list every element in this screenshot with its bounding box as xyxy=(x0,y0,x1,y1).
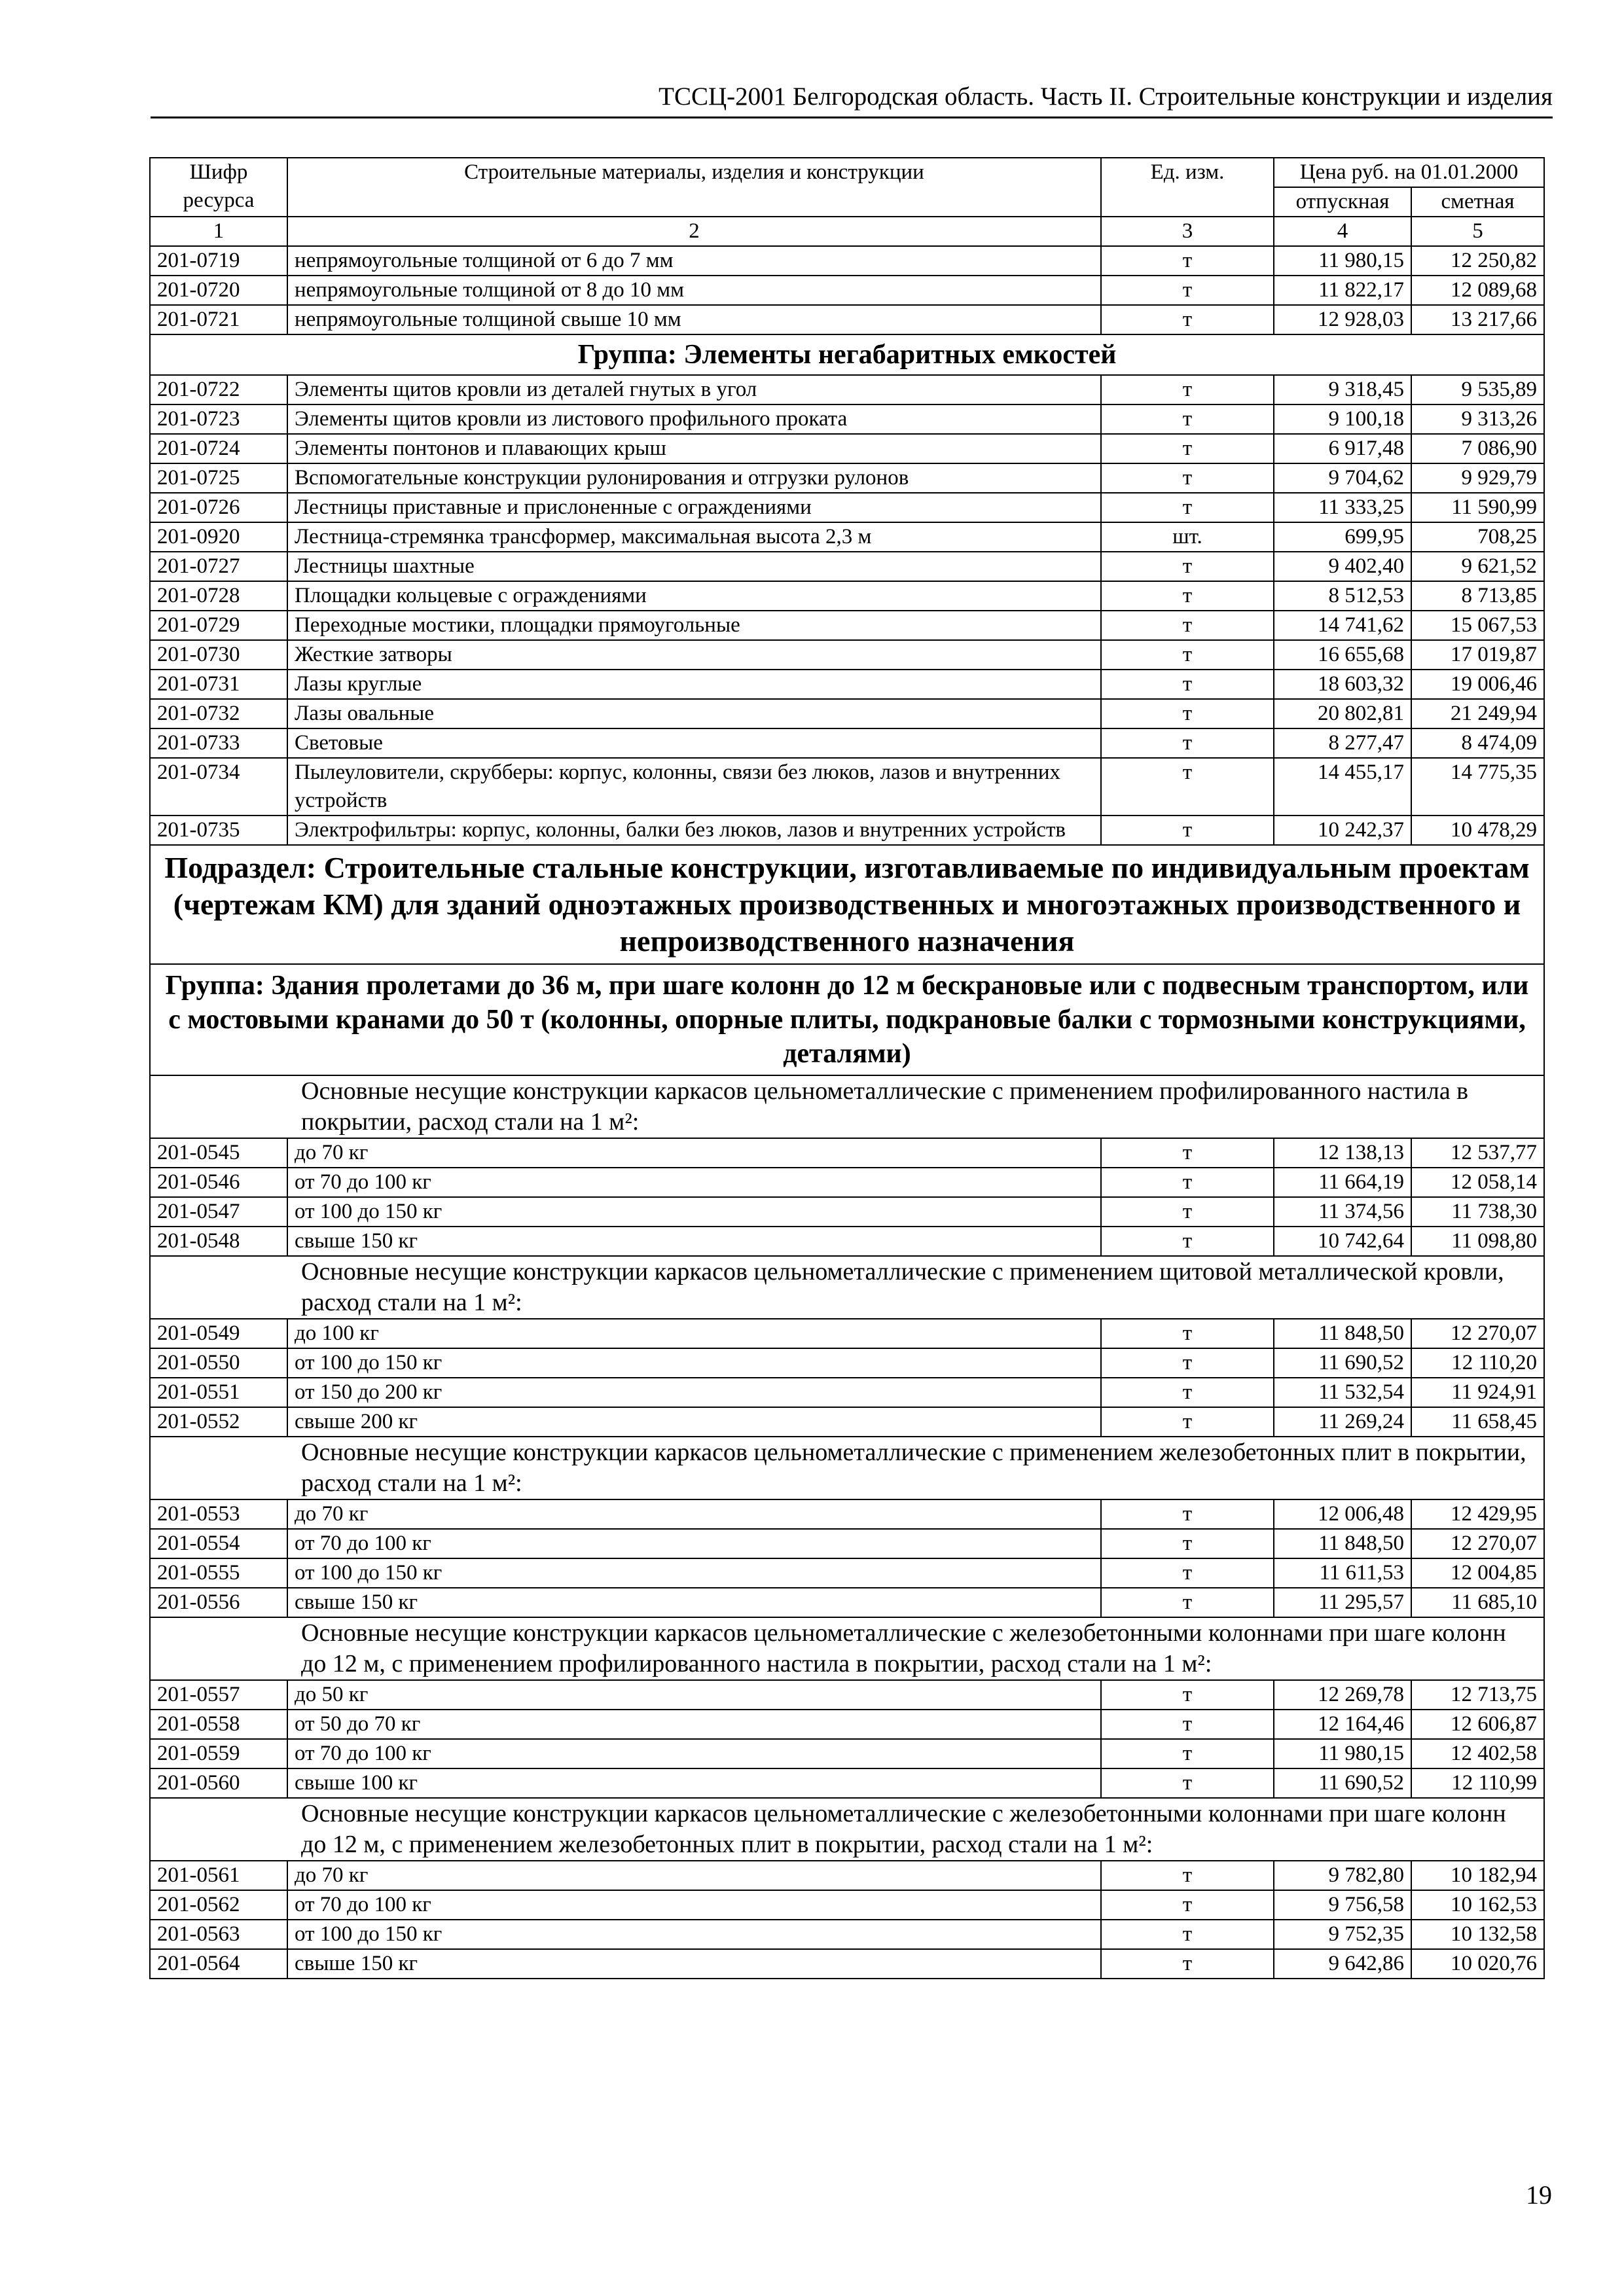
estimate-price-cell: 11 098,80 xyxy=(1411,1227,1544,1256)
resource-name-cell: Электрофильтры: корпус, колонны, балки без люков, лазов и внутренних устройств xyxy=(287,816,1101,845)
resource-name-cell: свыше 100 кг xyxy=(287,1768,1101,1798)
unit-cell: т xyxy=(1101,276,1274,305)
resource-name-cell: свыше 150 кг xyxy=(287,1949,1101,1979)
estimate-price-cell: 12 270,07 xyxy=(1411,1529,1544,1558)
block-description-row xyxy=(150,1256,1544,1319)
estimate-price-cell: 10 182,94 xyxy=(1411,1861,1544,1890)
resource-code-cell: 201-0731 xyxy=(150,670,287,699)
table-row xyxy=(150,434,1544,463)
table-row xyxy=(150,463,1544,493)
unit-cell: т xyxy=(1101,758,1274,816)
resource-name-cell: непрямоугольные толщиной от 8 до 10 мм xyxy=(287,276,1101,305)
estimate-price-cell: 9 621,52 xyxy=(1411,552,1544,581)
release-price-cell: 11 848,50 xyxy=(1274,1319,1411,1348)
release-price-cell: 12 164,46 xyxy=(1274,1710,1411,1739)
resource-name-cell: Лестница-стремянка трансформер, максимальная высота 2,3 м xyxy=(287,522,1101,552)
unit-cell: т xyxy=(1101,1739,1274,1768)
release-price-cell: 16 655,68 xyxy=(1274,640,1411,670)
block-description-row xyxy=(150,1075,1544,1138)
unit-cell: т xyxy=(1101,1861,1274,1890)
release-price-cell: 8 277,47 xyxy=(1274,728,1411,758)
release-price-cell: 11 374,56 xyxy=(1274,1197,1411,1227)
resource-code-cell: 201-0726 xyxy=(150,493,287,522)
resource-code-cell: 201-0728 xyxy=(150,581,287,611)
estimate-price-cell: 12 110,20 xyxy=(1411,1348,1544,1378)
estimate-price-cell: 12 606,87 xyxy=(1411,1710,1544,1739)
col-header-name: Строительные материалы, изделия и конструкции xyxy=(287,158,1101,217)
unit-cell: т xyxy=(1101,552,1274,581)
resource-name-cell: Элементы щитов кровли из листового профильного проката xyxy=(287,404,1101,434)
resource-code-cell: 201-0548 xyxy=(150,1227,287,1256)
resource-code-cell: 201-0554 xyxy=(150,1529,287,1558)
resource-name-cell: Световые xyxy=(287,728,1101,758)
resource-code-cell: 201-0560 xyxy=(150,1768,287,1798)
unit-cell: т xyxy=(1101,1138,1274,1168)
release-price-cell: 8 512,53 xyxy=(1274,581,1411,611)
resource-code-cell: 201-0722 xyxy=(150,375,287,404)
resource-name-cell: от 100 до 150 кг xyxy=(287,1348,1101,1378)
resource-name-cell: до 50 кг xyxy=(287,1680,1101,1710)
estimate-price-cell: 21 249,94 xyxy=(1411,699,1544,728)
estimate-price-cell: 11 658,45 xyxy=(1411,1407,1544,1437)
resource-code-cell: 201-0732 xyxy=(150,699,287,728)
resource-code-cell: 201-0735 xyxy=(150,816,287,845)
resource-name-cell: до 70 кг xyxy=(287,1499,1101,1529)
resource-code-cell: 201-0725 xyxy=(150,463,287,493)
unit-cell: т xyxy=(1101,1529,1274,1558)
release-price-cell: 12 269,78 xyxy=(1274,1680,1411,1710)
table-row xyxy=(150,1890,1544,1920)
release-price-cell: 12 006,48 xyxy=(1274,1499,1411,1529)
resource-code-cell: 201-0730 xyxy=(150,640,287,670)
resource-name-cell: от 100 до 150 кг xyxy=(287,1197,1101,1227)
unit-cell: т xyxy=(1101,816,1274,845)
release-price-cell: 11 269,24 xyxy=(1274,1407,1411,1437)
estimate-price-cell: 12 004,85 xyxy=(1411,1558,1544,1588)
table-row xyxy=(150,552,1544,581)
table-row xyxy=(150,1197,1544,1227)
unit-cell: шт. xyxy=(1101,522,1274,552)
header-row xyxy=(150,158,1544,187)
resource-code-cell: 201-0555 xyxy=(150,1558,287,1588)
release-price-cell: 9 756,58 xyxy=(1274,1890,1411,1920)
unit-cell: т xyxy=(1101,670,1274,699)
resource-name-cell: от 100 до 150 кг xyxy=(287,1558,1101,1588)
release-price-cell: 11 664,19 xyxy=(1274,1168,1411,1197)
col-number: 5 xyxy=(1411,217,1544,246)
table-row xyxy=(150,1407,1544,1437)
resource-name-cell: Элементы понтонов и плавающих крыш xyxy=(287,434,1101,463)
estimate-price-cell: 11 738,30 xyxy=(1411,1197,1544,1227)
unit-cell: т xyxy=(1101,728,1274,758)
unit-cell: т xyxy=(1101,1227,1274,1256)
resource-name-cell: от 150 до 200 кг xyxy=(287,1378,1101,1407)
unit-cell: т xyxy=(1101,463,1274,493)
block-description-row xyxy=(150,1437,1544,1499)
block-description: Основные несущие конструкции каркасов цельнометаллические с железобетонными колоннами при шаге колонн до 12 м, с применением профилированного настила в покрытии, расход стали на 1 м²: xyxy=(150,1617,1544,1680)
resource-name-cell: от 70 до 100 кг xyxy=(287,1168,1101,1197)
release-price-cell: 9 642,86 xyxy=(1274,1949,1411,1979)
table-row xyxy=(150,581,1544,611)
resource-code-cell: 201-0561 xyxy=(150,1861,287,1890)
release-price-cell: 12 928,03 xyxy=(1274,305,1411,334)
table-row xyxy=(150,816,1544,845)
table-row xyxy=(150,1529,1544,1558)
resource-name-cell: Пылеуловители, скрубберы: корпус, колонны, связи без люков, лазов и внутренних устройств xyxy=(287,758,1101,816)
block-description: Основные несущие конструкции каркасов цельнометаллические с применением профилированного настила в покрытии, расход стали на 1 м²: xyxy=(150,1075,1544,1138)
resource-code-cell: 201-0920 xyxy=(150,522,287,552)
table-row xyxy=(150,699,1544,728)
resource-code-cell: 201-0719 xyxy=(150,246,287,276)
unit-cell: т xyxy=(1101,1920,1274,1949)
table-row xyxy=(150,375,1544,404)
resource-code-cell: 201-0558 xyxy=(150,1710,287,1739)
unit-cell: т xyxy=(1101,305,1274,334)
resource-name-cell: от 100 до 150 кг xyxy=(287,1920,1101,1949)
table-row xyxy=(150,1680,1544,1710)
unit-cell: т xyxy=(1101,375,1274,404)
table-row xyxy=(150,1558,1544,1588)
estimate-price-cell: 17 019,87 xyxy=(1411,640,1544,670)
release-price-cell: 11 980,15 xyxy=(1274,1739,1411,1768)
estimate-price-cell: 13 217,66 xyxy=(1411,305,1544,334)
estimate-price-cell: 14 775,35 xyxy=(1411,758,1544,816)
unit-cell: т xyxy=(1101,1588,1274,1617)
block-description: Основные несущие конструкции каркасов цельнометаллические с железобетонными колоннами при шаге колонн до 12 м, с применением железобетонных плит в покрытии, расход стали на 1 м²: xyxy=(150,1798,1544,1861)
table-row xyxy=(150,670,1544,699)
resource-code-cell: 201-0551 xyxy=(150,1378,287,1407)
resource-name-cell: до 100 кг xyxy=(287,1319,1101,1348)
unit-cell: т xyxy=(1101,581,1274,611)
resource-code-cell: 201-0564 xyxy=(150,1949,287,1979)
estimate-price-cell: 10 162,53 xyxy=(1411,1890,1544,1920)
estimate-price-cell: 12 713,75 xyxy=(1411,1680,1544,1710)
block-description: Основные несущие конструкции каркасов цельнометаллические с применением железобетонных плит в покрытии, расход стали на 1 м²: xyxy=(150,1437,1544,1499)
table-row xyxy=(150,1348,1544,1378)
table-row xyxy=(150,758,1544,816)
estimate-price-cell: 11 590,99 xyxy=(1411,493,1544,522)
release-price-cell: 9 752,35 xyxy=(1274,1920,1411,1949)
table-row xyxy=(150,305,1544,334)
col-header-release: отпускная xyxy=(1274,187,1411,217)
resource-code-cell: 201-0557 xyxy=(150,1680,287,1710)
release-price-cell: 11 295,57 xyxy=(1274,1588,1411,1617)
unit-cell: т xyxy=(1101,434,1274,463)
estimate-price-cell: 9 929,79 xyxy=(1411,463,1544,493)
release-price-cell: 9 704,62 xyxy=(1274,463,1411,493)
estimate-price-cell: 12 270,07 xyxy=(1411,1319,1544,1348)
table-row xyxy=(150,522,1544,552)
block-description-row xyxy=(150,1798,1544,1861)
resource-code-cell: 201-0556 xyxy=(150,1588,287,1617)
release-price-cell: 11 532,54 xyxy=(1274,1378,1411,1407)
table-row xyxy=(150,1168,1544,1197)
resource-code-cell: 201-0547 xyxy=(150,1197,287,1227)
unit-cell: т xyxy=(1101,1197,1274,1227)
group-title: Группа: Здания пролетами до 36 м, при шаге колонн до 12 м бескрановые или с подвесным транспортом, или с мостовыми кранами до 50 т (колонны, опорные плиты, подкрановые балки с тормозными конструкциями, деталями) xyxy=(150,964,1544,1075)
release-price-cell: 20 802,81 xyxy=(1274,699,1411,728)
column-numbers-row xyxy=(150,217,1544,246)
resource-name-cell: непрямоугольные толщиной свыше 10 мм xyxy=(287,305,1101,334)
table-row xyxy=(150,1499,1544,1529)
estimate-price-cell: 12 402,58 xyxy=(1411,1739,1544,1768)
estimate-price-cell: 10 020,76 xyxy=(1411,1949,1544,1979)
col-header-code: Шифр ресурса xyxy=(150,158,287,217)
subsection-title: Подраздел: Строительные стальные конструкции, изготавливаемые по индивидуальным проектам (чертежам КМ) для зданий одноэтажных производственных и многоэтажных производственного и непроизводственного назначения xyxy=(150,845,1544,964)
unit-cell: т xyxy=(1101,1890,1274,1920)
estimate-price-cell: 12 089,68 xyxy=(1411,276,1544,305)
estimate-price-cell: 9 535,89 xyxy=(1411,375,1544,404)
resource-code-cell: 201-0729 xyxy=(150,611,287,640)
resource-name-cell: Вспомогательные конструкции рулонирования и отгрузки рулонов xyxy=(287,463,1101,493)
resource-name-cell: от 70 до 100 кг xyxy=(287,1890,1101,1920)
table-row xyxy=(150,1768,1544,1798)
release-price-cell: 6 917,48 xyxy=(1274,434,1411,463)
col-number: 4 xyxy=(1274,217,1411,246)
release-price-cell: 11 848,50 xyxy=(1274,1529,1411,1558)
estimate-price-cell: 12 058,14 xyxy=(1411,1168,1544,1197)
table-row xyxy=(150,1378,1544,1407)
resource-code-cell: 201-0563 xyxy=(150,1920,287,1949)
table-row xyxy=(150,404,1544,434)
estimate-price-cell: 8 713,85 xyxy=(1411,581,1544,611)
resource-name-cell: Переходные мостики, площадки прямоугольные xyxy=(287,611,1101,640)
resource-name-cell: Лестницы приставные и прислоненные с ограждениями xyxy=(287,493,1101,522)
release-price-cell: 11 690,52 xyxy=(1274,1768,1411,1798)
table-row xyxy=(150,611,1544,640)
estimate-price-cell: 12 250,82 xyxy=(1411,246,1544,276)
estimate-price-cell: 19 006,46 xyxy=(1411,670,1544,699)
table-row xyxy=(150,1319,1544,1348)
release-price-cell: 10 742,64 xyxy=(1274,1227,1411,1256)
unit-cell: т xyxy=(1101,1768,1274,1798)
col-number: 1 xyxy=(150,217,287,246)
estimate-price-cell: 10 132,58 xyxy=(1411,1920,1544,1949)
unit-cell: т xyxy=(1101,1499,1274,1529)
col-header-estimate: сметная xyxy=(1411,187,1544,217)
unit-cell: т xyxy=(1101,1407,1274,1437)
resource-name-cell: от 50 до 70 кг xyxy=(287,1710,1101,1739)
table-row xyxy=(150,1710,1544,1739)
table-row xyxy=(150,1861,1544,1890)
resource-name-cell: свыше 200 кг xyxy=(287,1407,1101,1437)
col-number: 2 xyxy=(287,217,1101,246)
resource-name-cell: свыше 150 кг xyxy=(287,1227,1101,1256)
resource-name-cell: непрямоугольные толщиной от 6 до 7 мм xyxy=(287,246,1101,276)
unit-cell: т xyxy=(1101,404,1274,434)
release-price-cell: 18 603,32 xyxy=(1274,670,1411,699)
table-row xyxy=(150,640,1544,670)
release-price-cell: 14 455,17 xyxy=(1274,758,1411,816)
release-price-cell: 11 690,52 xyxy=(1274,1348,1411,1378)
col-header-unit: Ед. изм. xyxy=(1101,158,1274,217)
resource-name-cell: от 70 до 100 кг xyxy=(287,1739,1101,1768)
unit-cell: т xyxy=(1101,246,1274,276)
resource-code-cell: 201-0734 xyxy=(150,758,287,816)
resource-name-cell: Элементы щитов кровли из деталей гнутых в угол xyxy=(287,375,1101,404)
release-price-cell: 9 100,18 xyxy=(1274,404,1411,434)
table-row xyxy=(150,1588,1544,1617)
estimate-price-cell: 12 537,77 xyxy=(1411,1138,1544,1168)
estimate-price-cell: 15 067,53 xyxy=(1411,611,1544,640)
table-row xyxy=(150,1227,1544,1256)
table-row xyxy=(150,1949,1544,1979)
group-title-row xyxy=(150,964,1544,1075)
unit-cell: т xyxy=(1101,1558,1274,1588)
resource-name-cell: Лестницы шахтные xyxy=(287,552,1101,581)
table-row xyxy=(150,1920,1544,1949)
resource-code-cell: 201-0724 xyxy=(150,434,287,463)
resource-code-cell: 201-0552 xyxy=(150,1407,287,1437)
estimate-price-cell: 10 478,29 xyxy=(1411,816,1544,845)
resource-code-cell: 201-0721 xyxy=(150,305,287,334)
release-price-cell: 699,95 xyxy=(1274,522,1411,552)
resource-name-cell: Лазы овальные xyxy=(287,699,1101,728)
subsection-title-row xyxy=(150,845,1544,964)
resource-code-cell: 201-0545 xyxy=(150,1138,287,1168)
group-title: Группа: Элементы негабаритных емкостей xyxy=(150,334,1544,375)
resource-name-cell: до 70 кг xyxy=(287,1138,1101,1168)
unit-cell: т xyxy=(1101,1319,1274,1348)
resource-code-cell: 201-0562 xyxy=(150,1890,287,1920)
resource-name-cell: Лазы круглые xyxy=(287,670,1101,699)
release-price-cell: 12 138,13 xyxy=(1274,1138,1411,1168)
unit-cell: т xyxy=(1101,1949,1274,1979)
resource-code-cell: 201-0720 xyxy=(150,276,287,305)
release-price-cell: 11 611,53 xyxy=(1274,1558,1411,1588)
price-table xyxy=(149,157,1545,1979)
unit-cell: т xyxy=(1101,1710,1274,1739)
resource-code-cell: 201-0553 xyxy=(150,1499,287,1529)
estimate-price-cell: 11 685,10 xyxy=(1411,1588,1544,1617)
resource-name-cell: свыше 150 кг xyxy=(287,1588,1101,1617)
estimate-price-cell: 11 924,91 xyxy=(1411,1378,1544,1407)
release-price-cell: 11 980,15 xyxy=(1274,246,1411,276)
page-header: ТССЦ-2001 Белгородская область. Часть II. Строительные конструкции и изделия xyxy=(151,77,1553,118)
table-row xyxy=(150,728,1544,758)
resource-code-cell: 201-0723 xyxy=(150,404,287,434)
table-row xyxy=(150,1138,1544,1168)
resource-code-cell: 201-0546 xyxy=(150,1168,287,1197)
table-row xyxy=(150,493,1544,522)
resource-name-cell: до 70 кг xyxy=(287,1861,1101,1890)
estimate-price-cell: 7 086,90 xyxy=(1411,434,1544,463)
resource-name-cell: от 70 до 100 кг xyxy=(287,1529,1101,1558)
release-price-cell: 11 333,25 xyxy=(1274,493,1411,522)
unit-cell: т xyxy=(1101,493,1274,522)
block-description-row xyxy=(150,1617,1544,1680)
group-title-row xyxy=(150,334,1544,375)
resource-code-cell: 201-0549 xyxy=(150,1319,287,1348)
release-price-cell: 9 402,40 xyxy=(1274,552,1411,581)
estimate-price-cell: 8 474,09 xyxy=(1411,728,1544,758)
resource-name-cell: Жесткие затворы xyxy=(287,640,1101,670)
release-price-cell: 9 782,80 xyxy=(1274,1861,1411,1890)
unit-cell: т xyxy=(1101,1168,1274,1197)
block-description: Основные несущие конструкции каркасов цельнометаллические с применением щитовой металлической кровли, расход стали на 1 м²: xyxy=(150,1256,1544,1319)
estimate-price-cell: 12 429,95 xyxy=(1411,1499,1544,1529)
col-number: 3 xyxy=(1101,217,1274,246)
estimate-price-cell: 708,25 xyxy=(1411,522,1544,552)
table-row xyxy=(150,246,1544,276)
unit-cell: т xyxy=(1101,1348,1274,1378)
estimate-price-cell: 12 110,99 xyxy=(1411,1768,1544,1798)
page-number: 19 xyxy=(1526,2180,1552,2210)
resource-code-cell: 201-0559 xyxy=(150,1739,287,1768)
col-header-price: Цена руб. на 01.01.2000 xyxy=(1274,158,1544,187)
release-price-cell: 11 822,17 xyxy=(1274,276,1411,305)
release-price-cell: 10 242,37 xyxy=(1274,816,1411,845)
release-price-cell: 14 741,62 xyxy=(1274,611,1411,640)
unit-cell: т xyxy=(1101,611,1274,640)
resource-name-cell: Площадки кольцевые с ограждениями xyxy=(287,581,1101,611)
unit-cell: т xyxy=(1101,1680,1274,1710)
unit-cell: т xyxy=(1101,699,1274,728)
unit-cell: т xyxy=(1101,1378,1274,1407)
table-row xyxy=(150,276,1544,305)
resource-code-cell: 201-0550 xyxy=(150,1348,287,1378)
unit-cell: т xyxy=(1101,640,1274,670)
resource-code-cell: 201-0727 xyxy=(150,552,287,581)
estimate-price-cell: 9 313,26 xyxy=(1411,404,1544,434)
release-price-cell: 9 318,45 xyxy=(1274,375,1411,404)
table-row xyxy=(150,1739,1544,1768)
resource-code-cell: 201-0733 xyxy=(150,728,287,758)
